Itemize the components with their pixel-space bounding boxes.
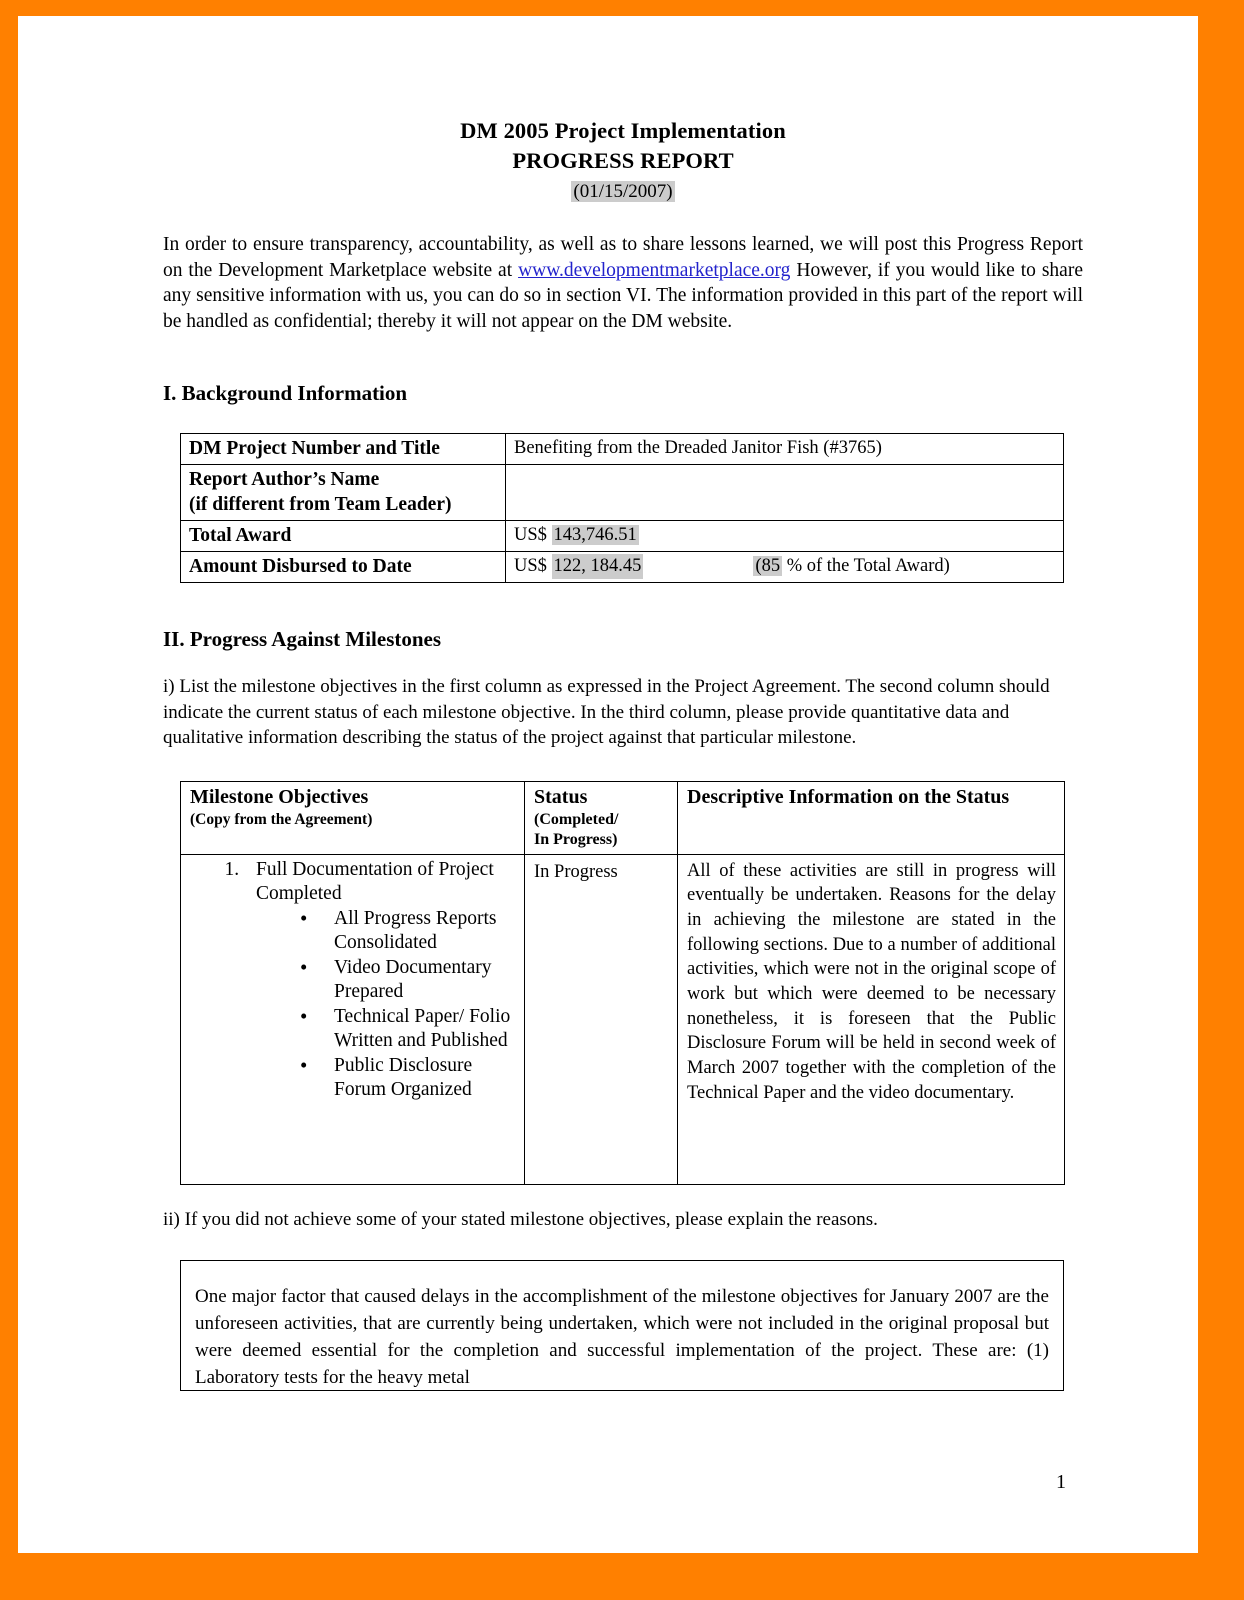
intro-text-after-link: However, if you would like to share any sensitive information with us, you can do so in section VI. The information provided in this part of the report will be handled as confidential; thereby it will not appear on the DM website.: [163, 259, 1083, 332]
milestone-sub-bullets: [256, 907, 516, 1103]
document-title-line-2: PROGRESS REPORT: [512, 148, 734, 173]
document-body: [163, 116, 1083, 1391]
list-item: • Technical Paper/ Folio Written and Published: [300, 1005, 516, 1054]
value-amount-disbursed-to-date[interactable]: [506, 552, 1064, 583]
cell-milestone-objective[interactable]: [181, 854, 525, 1184]
header-milestone-objectives-sub: (Copy from the Agreement): [190, 810, 373, 828]
label-amount-disbursed-to-date: Amount Disbursed to Date: [181, 552, 506, 583]
header-cell-status: [525, 781, 678, 854]
list-item: • Video Documentary Prepared: [300, 956, 516, 1005]
section-heading-background-information: I. Background Information: [163, 381, 408, 405]
label-dm-project-number-title: DM Project Number and Title: [181, 434, 506, 465]
header-descriptive-information: Descriptive Information on the Status: [687, 785, 1010, 808]
disbursed-percent: (85: [755, 556, 781, 576]
milestone-objective-title: Full Documentation of Project Completed: [256, 858, 494, 904]
disbursed-percent-suffix: % of the Total Award): [782, 556, 950, 576]
total-award-amount: 143,746.51: [553, 525, 637, 545]
table-row: [181, 854, 1065, 1184]
milestone-objective-list: [190, 858, 516, 1103]
status-value: In Progress: [534, 861, 618, 882]
header-cell-descriptive-information: [678, 781, 1065, 854]
value-dm-project-number-title[interactable]: Benefiting from the Dreaded Janitor Fish (#3765): [506, 434, 1064, 465]
header-status-sub-1: (Completed/: [534, 810, 619, 828]
reasons-text-box[interactable]: [180, 1260, 1064, 1391]
table-row-report-author: [181, 465, 1064, 521]
list-item: • Public Disclosure Forum Organized: [300, 1054, 516, 1103]
table-row-amount-disbursed: [181, 552, 1064, 583]
header-cell-milestone-objectives: [181, 781, 525, 854]
label-total-award: Total Award: [181, 521, 506, 552]
value-total-award[interactable]: [506, 521, 1064, 552]
cell-descriptive-information[interactable]: [678, 854, 1065, 1184]
page-number: 1: [1056, 1471, 1066, 1493]
development-marketplace-link[interactable]: www.developmentmarketplace.org: [518, 259, 791, 281]
disbursed-amount: 122, 184.45: [552, 554, 644, 579]
value-report-author-name[interactable]: [506, 465, 1064, 521]
cell-status[interactable]: [525, 854, 678, 1184]
descriptive-information-text: All of these activities are still in progress will eventually be undertaken. Reasons for the delay in achieving the milestone are stated in the following sections. Due to a number of additional activities, which were not in the original scope of work but which were deemed to be necessary nonetheless, it is foreseen that the Public Disclosure Forum will be held in second week of March 2007 together with the completion of the Technical Paper and the video documentary.: [687, 860, 1056, 1103]
disbursed-currency: US$: [514, 556, 547, 576]
label-report-author-name: [181, 465, 506, 521]
document-date: [163, 178, 1083, 206]
header-milestone-objectives: Milestone Objectives: [190, 785, 369, 808]
header-status: Status: [534, 785, 588, 808]
instruction-paragraph-i: i) List the milestone objectives in the first column as expressed in the Project Agreement. The second column should indicate the current status of each milestone objective. In the third column, please provide quantitative data and qualitative information describing the status of the project against that particular milestone.: [163, 676, 1050, 748]
intro-text-before-link: In order to ensure transparency, accountability, as well as to share lessons learned, we will post this Progress Report on the Development Marketplace website at: [163, 234, 1083, 281]
list-item: • All Progress Reports Consolidated: [300, 907, 516, 956]
milestones-table-header-row: [181, 781, 1065, 854]
background-information-table: [180, 433, 1064, 583]
intro-paragraph: [163, 232, 1083, 334]
instruction-paragraph-ii: ii) If you did not achieve some of your stated milestone objectives, please explain the reasons.: [163, 1208, 878, 1230]
header-status-sub-2: In Progress): [534, 830, 618, 848]
label-report-author-line-2: (if different from Team Leader): [189, 494, 452, 515]
label-report-author-line-1: Report Author’s Name: [189, 469, 380, 490]
document-date-highlight: (01/15/2007): [573, 181, 673, 202]
document-title-line-1: DM 2005 Project Implementation: [460, 118, 786, 143]
total-award-currency: US$: [514, 525, 547, 545]
table-row-total-award: [181, 521, 1064, 552]
section-heading-progress-against-milestones: II. Progress Against Milestones: [163, 627, 442, 651]
list-item: [244, 858, 516, 1103]
milestones-table: [180, 781, 1065, 1185]
table-row-project-number-title: [181, 434, 1064, 465]
reasons-text: One major factor that caused delays in the accomplishment of the milestone objectives for January 2007 are the unforeseen activities, that are currently being undertaken, which were not included in the original proposal but were deemed essential for the completion and successful implementation of the project. These are: (1) Laboratory tests for the heavy metal: [195, 1286, 1049, 1388]
page-sheet: [18, 16, 1198, 1553]
